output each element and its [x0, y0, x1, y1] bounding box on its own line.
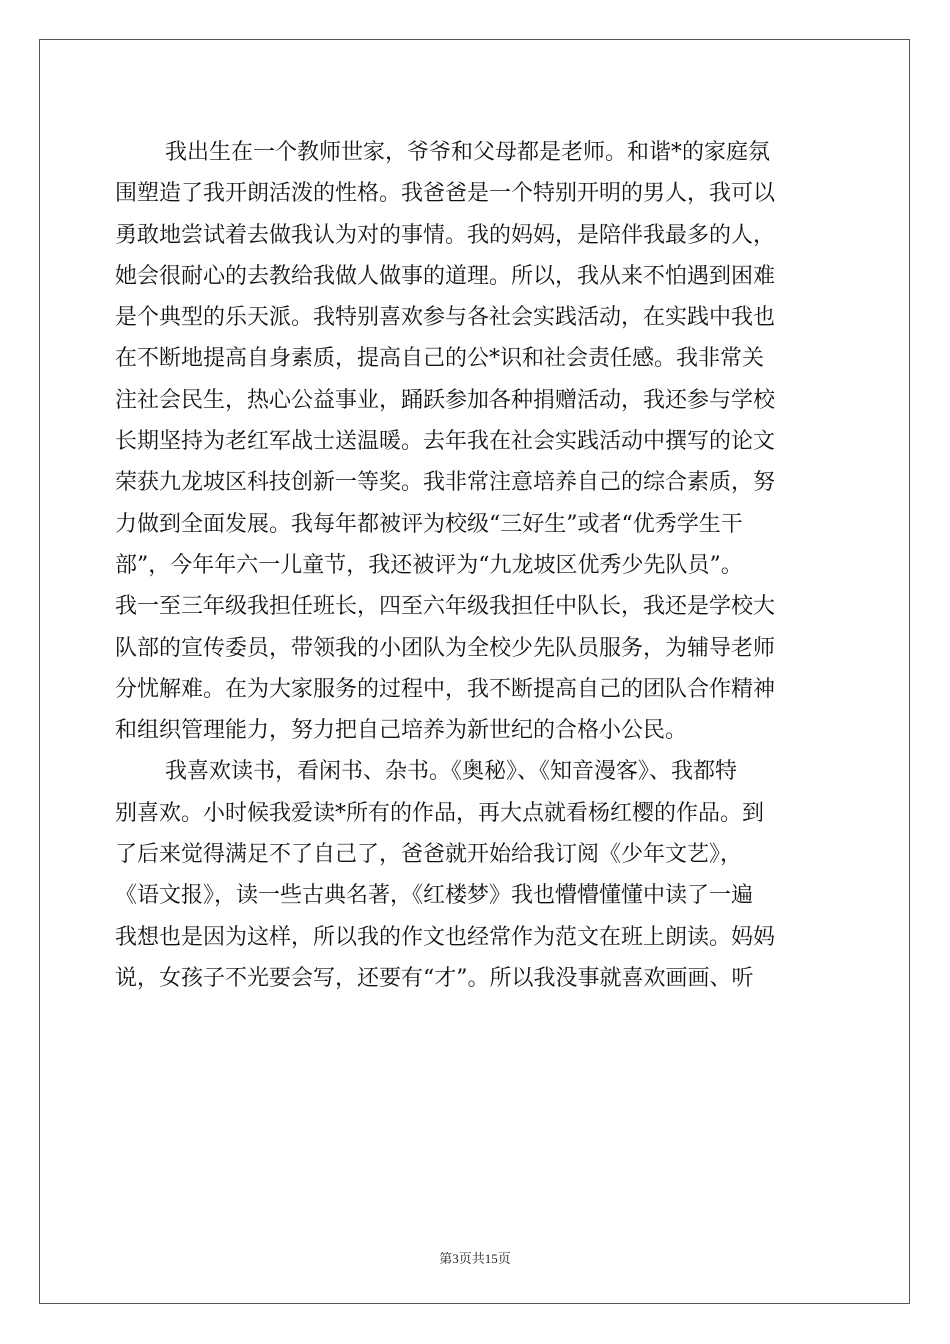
text-line: 是个典型的乐天派。我特别喜欢参与各社会实践活动，在实践中我也: [115, 305, 776, 331]
text-line: 注社会民生，热心公益事业，踊跃参加各种捐赠活动，我还参与学校: [115, 387, 776, 413]
paragraph-2: [115, 751, 835, 999]
text-line: 部”，今年年六一儿童节，我还被评为“九龙坡区优秀少先队员”。: [115, 552, 743, 578]
text-line: 了后来觉得满足不了自己了，爸爸就开始给我订阅《少年文艺》，: [115, 842, 743, 868]
text-line: 在不断地提高自身素质，提高自己的公*识和社会责任感。我非常关: [115, 346, 765, 372]
current-page-number: 第3页: [439, 1251, 472, 1266]
page-footer: [0, 1248, 950, 1267]
text-line: 别喜欢。小时候我爱读*所有的作品，再大点就看杨红樱的作品。到: [115, 800, 765, 826]
text-line: 队部的宣传委员，带领我的小团队为全校少先队员服务，为辅导老师: [115, 635, 776, 661]
total-pages: 共15页: [471, 1251, 511, 1266]
text-line: 她会很耐心的去教给我做人做事的道理。所以，我从来不怕遇到困难: [115, 263, 776, 289]
text-line: 和组织管理能力，努力把自己培养为新世纪的合格小公民。: [115, 718, 688, 744]
text-line: 勇敢地尝试着去做我认为对的事情。我的妈妈，是陪伴我最多的人，: [115, 222, 776, 248]
paragraph-1: [115, 132, 835, 751]
document-body: [115, 132, 835, 999]
text-line: 《语文报》，读一些古典名著，《红楼梦》我也懵懵懂懂中读了一遍: [115, 883, 754, 909]
text-line: 我想也是因为这样，所以我的作文也经常作为范文在班上朗读。妈妈: [115, 924, 776, 950]
text-line: 我一至三年级我担任班长，四至六年级我担任中队长，我还是学校大: [115, 594, 776, 620]
text-line: 分忧解难。在为大家服务的过程中，我不断提高自己的团队合作精神: [115, 676, 776, 702]
text-line: 荣获九龙坡区科技创新一等奖。我非常注意培养自己的综合素质，努: [115, 470, 776, 496]
text-line: 力做到全面发展。我每年都被评为校级“三好生”或者“优秀学生干: [115, 511, 743, 537]
text-line: 长期坚持为老红军战士送温暖。去年我在社会实践活动中撰写的论文: [115, 429, 776, 455]
text-line: 围塑造了我开朗活泼的性格。我爸爸是一个特别开明的男人，我可以: [115, 181, 776, 207]
text-line: 我出生在一个教师世家，爷爷和父母都是老师。和谐*的家庭氛: [165, 140, 771, 165]
text-line: 说，女孩子不光要会写，还要有“才”。所以我没事就喜欢画画、听: [115, 965, 754, 991]
text-line: 我喜欢读书，看闲书、杂书。《奥秘》、《知音漫客》、我都特: [165, 759, 738, 785]
